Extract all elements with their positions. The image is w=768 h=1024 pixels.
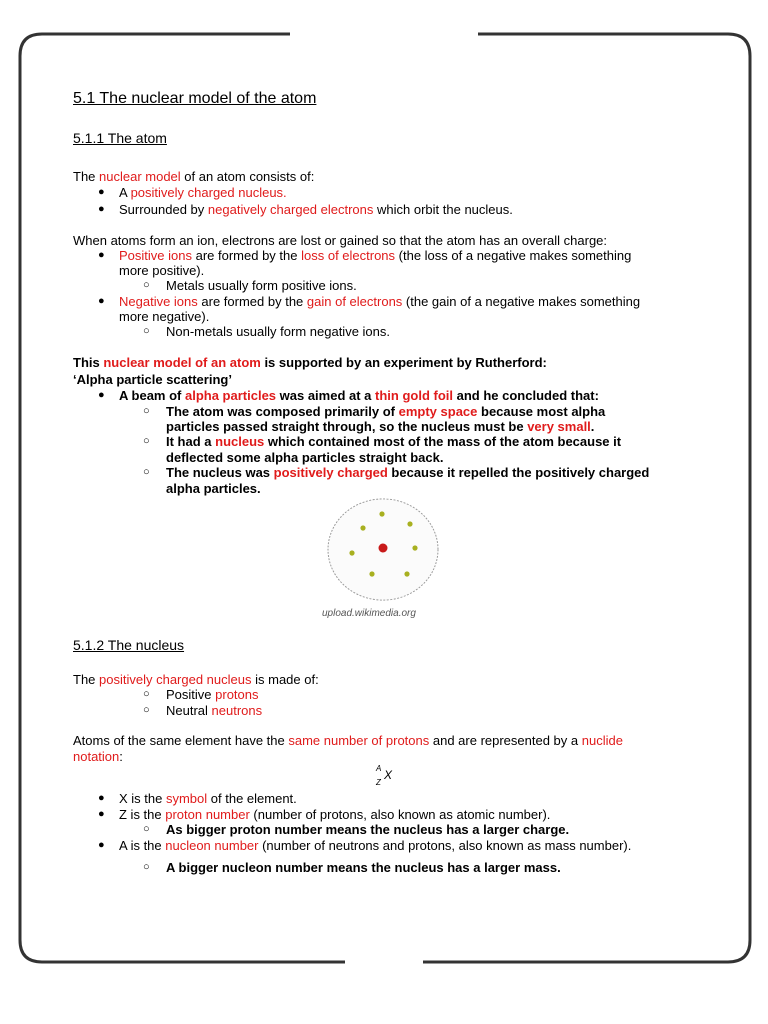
conclusion-2b: deflected some alpha particles straight back.	[166, 450, 444, 465]
positive-ions-line1: Positive ions are formed by the loss of electrons (the loss of a negative makes something	[119, 248, 632, 263]
circle-bullet-icon: ○	[143, 279, 150, 291]
section-title-5-1: 5.1 The nuclear model of the atom	[73, 90, 317, 107]
image-credit: upload.wikimedia.org	[322, 608, 416, 619]
atom-model-image	[325, 498, 441, 602]
nuclide-Z: Z	[376, 778, 381, 787]
bullet-icon: ●	[98, 249, 105, 261]
z-proton-sub: As bigger proton number means the nucleus has a larger charge.	[166, 822, 570, 837]
circle-bullet-icon: ○	[143, 823, 150, 835]
atom-bullet-electrons: Surrounded by negatively charged electrons which orbit the nucleus.	[119, 202, 513, 217]
conclusion-3a: The nucleus was positively charged because it repelled the positively charged	[166, 465, 650, 480]
a-nucleon-item: A is the nucleon number (number of neutrons and protons, also known as mass number).	[119, 838, 632, 853]
circle-bullet-icon: ○	[143, 325, 150, 337]
electron-dot	[360, 525, 365, 530]
same-element-line2: notation:	[73, 749, 123, 764]
conclusion-1b: particles passed straight through, so the nucleus must be very small.	[166, 419, 595, 434]
positive-ions-line2: more positive).	[119, 263, 205, 278]
rutherford-line1: This nuclear model of an atom is supported by an experiment by Rutherford:	[73, 355, 547, 370]
circle-bullet-icon: ○	[143, 688, 150, 700]
electron-dot	[349, 550, 354, 555]
positive-ions-sub: Metals usually form positive ions.	[166, 278, 357, 293]
conclusion-3b: alpha particles.	[166, 481, 261, 496]
negative-ions-line1: Negative ions are formed by the gain of electrons (the gain of a negative makes something	[119, 294, 641, 309]
electron-dot	[407, 521, 412, 526]
electron-dot	[412, 545, 417, 550]
nuclide-notation	[376, 764, 396, 788]
conclusion-1a: The atom was composed primarily of empty space because most alpha	[166, 404, 606, 419]
bullet-icon: ●	[98, 389, 105, 401]
bullet-icon: ●	[98, 203, 105, 215]
atom-intro: The nuclear model of an atom consists of:	[73, 169, 315, 184]
bullet-icon: ●	[98, 808, 105, 820]
nucleus-intro: The positively charged nucleus is made of:	[73, 672, 319, 687]
protons-item: Positive protons	[166, 687, 259, 702]
electron-dot	[369, 571, 374, 576]
circle-bullet-icon: ○	[143, 861, 150, 873]
nucleus-dot	[379, 544, 388, 553]
circle-bullet-icon: ○	[143, 405, 150, 417]
circle-bullet-icon: ○	[143, 435, 150, 447]
section-title-5-1-1: 5.1.1 The atom	[73, 130, 167, 146]
x-symbol-item: X is the symbol of the element.	[119, 791, 297, 806]
bullet-icon: ●	[98, 839, 105, 851]
bullet-icon: ●	[98, 295, 105, 307]
neutrons-item: Neutral neutrons	[166, 703, 263, 718]
z-proton-item: Z is the proton number (number of protons, also known as atomic number).	[119, 807, 551, 822]
electron-dot	[404, 571, 409, 576]
section-title-5-1-2: 5.1.2 The nucleus	[73, 637, 185, 653]
nuclide-X: X	[384, 768, 393, 782]
bullet-icon: ●	[98, 186, 105, 198]
beam-line: A beam of alpha particles was aimed at a thin gold foil and he concluded that:	[119, 388, 599, 403]
circle-bullet-icon: ○	[143, 704, 150, 716]
same-element-line1: Atoms of the same element have the same number of protons and are represented by a nuclide	[73, 733, 623, 748]
electron-dot	[379, 511, 384, 516]
negative-ions-line2: more negative).	[119, 309, 210, 324]
rutherford-line2: ‘Alpha particle scattering’	[73, 372, 232, 387]
bullet-icon: ●	[98, 792, 105, 804]
circle-bullet-icon: ○	[143, 466, 150, 478]
negative-ions-sub: Non-metals usually form negative ions.	[166, 324, 390, 339]
nuclide-A: A	[376, 764, 382, 773]
conclusion-2a: It had a nucleus which contained most of the mass of the atom because it	[166, 434, 622, 449]
a-nucleon-sub: A bigger nucleon number means the nucleus has a larger mass.	[166, 860, 561, 875]
atom-bullet-nucleus: A positively charged nucleus.	[119, 185, 287, 200]
ion-intro: When atoms form an ion, electrons are lost or gained so that the atom has an overall charge:	[73, 233, 608, 248]
